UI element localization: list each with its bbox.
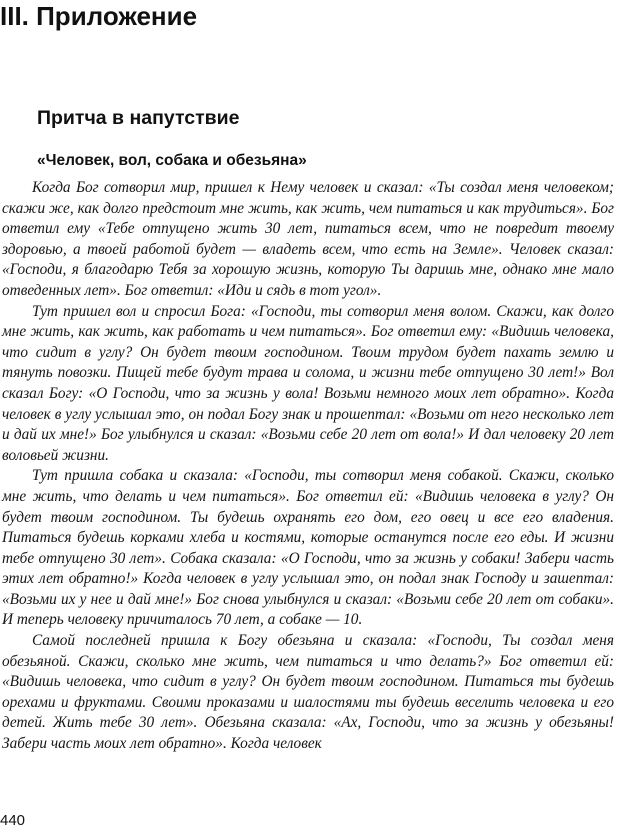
story-title: «Человек, вол, собака и обезьяна» — [37, 152, 307, 169]
story-body — [2, 178, 614, 755]
section-title: III. Приложение — [0, 1, 198, 31]
parable-title: Притча в напутствие — [37, 107, 240, 129]
paragraph-dog: Тут пришла собака и сказала: «Господи, ты сотворил меня собакой. Скажи, сколько мне жить, что делать и чем питаться». Бог ответил ей: «Видишь человека в углу? Он будет твоим господином. Ты будешь охранять его дом, его овец и все его владения. Питаться будешь корками хлеба и костями, которые останутся после его еды. И жизни тебе отпущено 30 лет». Собака сказала: «О Господи, что за жизнь у собаки! Забери часть этих лет обратно!» Когда человек в углу услышал это, он подал знак Господу и зашептал: «Возьми их у нее и дай мне!» Бог снова улыбнулся и сказал: «Возьми себе 20 лет от собаки». И теперь человеку причиталось 70 лет, а собаке — 10. — [2, 467, 614, 629]
paragraph-ox: Тут пришел вол и спросил Бога: «Господи, ты сотворил меня волом. Скажи, как долго мне жить, как жить, как работать и чем питаться». Бог ответил ему: «Видишь человека, что сидит в углу? Он будет твоим господином. Твоим трудом будет пахать землю и тянуть повозки. Пищей тебе будут трава и солома, и жизни тебе отпущено 30 лет!» Вол сказал Богу: «О Господи, что за жизнь у вола! Возьми немного моих лет обратно». Когда человек в углу услышал это, он подал Богу знак и прошептал: «Возьми от него несколько лет и дай их мне!» Бог улыбнулся и сказал: «Возьми себе 20 лет от вола!» И дал человеку 20 лет воловьей жизни. — [2, 302, 614, 464]
page-number: 440 — [0, 812, 26, 829]
paragraph-man: Когда Бог сотворил мир, пришел к Нему человек и сказал: «Ты создал меня человеком; скажи же, как долго предстоит мне жить, как жить, чем питаться и как трудиться». Бог ответил ему «Тебе отпущено жить 30 лет, питаться всем, что не повредит твоему здоровью, а твоей работой будет — владеть всем, что есть на Земле». Человек сказал: «Господи, я благодарю Тебя за хорошую жизнь, которую Ты даришь мне, однако мне мало отведенных лет». Бог ответил: «Иди и сядь в тот угол». — [2, 179, 614, 299]
paragraph-monkey: Самой последней пришла к Богу обезьяна и сказала: «Господи, Ты создал меня обезьяной. Скажи, сколько мне жить, чем питаться и что делать?» Бог ответил ей: «Видишь человека, что сидит в углу? Он будет твоим господином. Питаться ты будешь орехами и фруктами. Своими проказами и шалостями ты будешь веселить человека и его детей. Жить тебе 30 лет». Обезьяна сказала: «Ах, Господи, что за жизнь у обезьяны! Забери часть моих лет обратно». Когда человек — [2, 632, 614, 753]
